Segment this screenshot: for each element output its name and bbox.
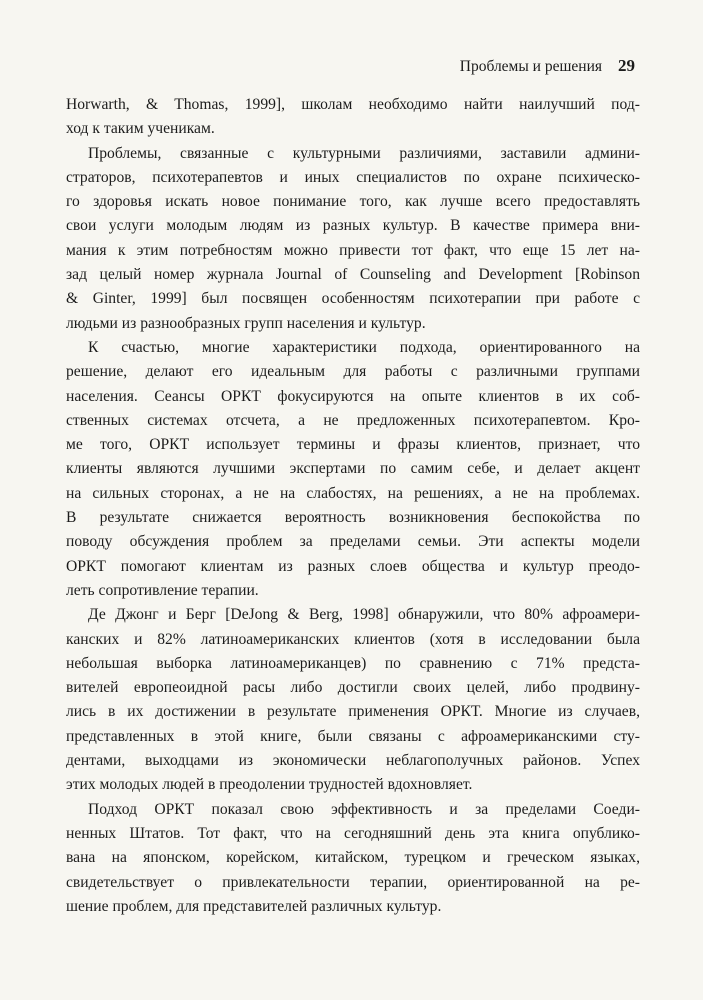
text-line: страторов, психотерапевтов и иных специалистов по охране психическо-	[66, 168, 640, 186]
body-text	[66, 93, 640, 919]
text-line: ОРКТ помогают клиентам из разных слоев общества и культур преодо-	[66, 557, 640, 575]
text-line: населения. Сеансы ОРКТ фокусируются на опыте клиентов в их соб-	[66, 387, 640, 405]
text-line: лись в их достижении в результате применения ОРКТ. Многие из случаев,	[66, 703, 640, 721]
text-line: решение, делают его идеальным для работы с различными группами	[66, 363, 640, 381]
text-line: Проблемы, связанные с культурными различиями, заставили админи-	[88, 144, 640, 162]
text-line: представленных в этой книге, были связаны с афроамериканскими сту-	[66, 727, 640, 745]
text-line: этих молодых людей в преодолении трудностей вдохновляет.	[66, 776, 473, 794]
text-line: ненных Штатов. Тот факт, что на сегодняшний день эта книга опублико-	[66, 824, 640, 842]
text-line: свои услуги молодым людям из разных культур. В качестве примера вни-	[66, 217, 640, 235]
text-line: ме того, ОРКТ использует термины и фразы клиентов, признает, что	[66, 436, 640, 454]
text-line: зад целый номер журнала Journal of Counseling and Development [Robinson	[66, 266, 640, 284]
running-header	[460, 56, 635, 76]
text-line: небольшая выборка латиноамериканцев) по сравнению с 71% предста-	[66, 654, 640, 672]
text-line: шение проблем, для представителей различных культур.	[66, 897, 442, 915]
text-line: на сильных сторонах, а не на слабостях, на решениях, а не на проблемах.	[66, 484, 640, 502]
text-line: людьми из разнообразных групп населения и культур.	[66, 314, 426, 332]
text-line: В результате снижается вероятность возникновения беспокойства по	[66, 509, 640, 527]
text-line: мания к этим потребностям можно привести тот факт, что еще 15 лет на-	[66, 241, 640, 259]
text-line: Де Джонг и Берг [DeJong & Berg, 1998] обнаружили, что 80% афроамери-	[88, 606, 640, 624]
text-line: вителей европеоидной расы либо достигли своих целей, либо продвину-	[66, 679, 640, 697]
text-line: го здоровья искать новое понимание того, как лучше всего предоставлять	[66, 193, 640, 211]
text-line: ственных системах отсчета, а не предложенных психотерапевтом. Кро-	[66, 411, 640, 429]
text-line: ход к таким ученикам.	[66, 120, 215, 138]
text-line: поводу обсуждения проблем за пределами семьи. Эти аспекты модели	[66, 533, 640, 551]
text-line: Horwarth, & Thomas, 1999], школам необходимо найти наилучший под-	[66, 96, 640, 113]
chapter-title: Проблемы и решения	[459, 58, 602, 75]
text-line: клиенты являются лучшими экспертами по самим себе, и делает акцент	[66, 460, 640, 478]
page-number: 29	[618, 56, 635, 75]
text-line: & Ginter, 1999] был посвящен особенностям психотерапии при работе с	[66, 290, 640, 308]
text-line: К счастью, многие характеристики подхода, ориентированного на	[88, 338, 640, 356]
text-line: вана на японском, корейском, китайском, турецком и греческом языках,	[66, 849, 640, 867]
text-line: леть сопротивление терапии.	[66, 581, 259, 599]
text-line: канских и 82% латиноамериканских клиентов (хотя в исследовании была	[66, 630, 640, 648]
text-line: Подход ОРКТ показал свою эффективность и за пределами Соеди-	[88, 800, 640, 818]
text-line: дентами, выходцами из экономически неблагополучных районов. Успех	[66, 752, 640, 770]
text-line: свидетельствует о привлекательности терапии, ориентированной на ре-	[66, 873, 640, 891]
